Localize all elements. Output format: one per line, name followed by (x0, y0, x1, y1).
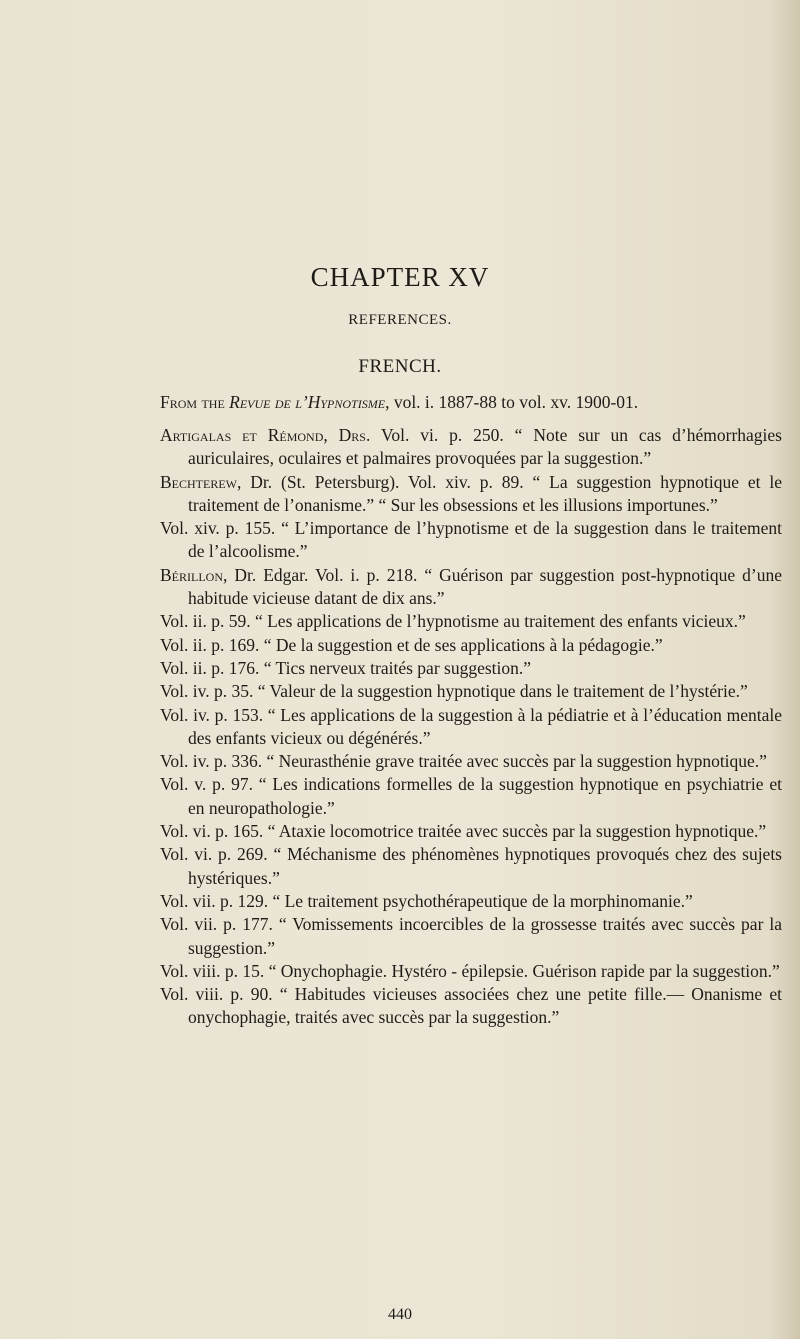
page-number: 440 (388, 1306, 412, 1323)
reference-entry (160, 680, 782, 703)
reference-entry (160, 424, 782, 471)
reference-author: Bérillon, (160, 564, 228, 585)
reference-entry (160, 820, 782, 843)
reference-entry (160, 610, 782, 633)
source-line (160, 392, 800, 413)
reference-text: Vol. vi. p. 165. “ Ataxie locomotrice traitée avec succès par la suggestion hypnotique.” (160, 821, 767, 842)
reference-entry (160, 564, 782, 611)
source-suffix: , vol. i. 1887-88 to vol. xv. 1900-01. (385, 392, 639, 412)
reference-text: Dr. Edgar. Vol. i. p. 218. “ Guérison par suggestion post-hypnotique d’une habitude vicieuse datant de dix ans.” (188, 564, 782, 609)
reference-text: Vol. iv. p. 336. “ Neurasthénie grave traitée avec succès par la suggestion hypnotique.” (160, 751, 767, 772)
reference-entry (160, 773, 782, 820)
reference-text: Vol. vi. p. 250. “ Note sur un cas d’hémorrhagies auriculaires, oculaires et palmaires provoquées par la suggestion.” (188, 425, 782, 469)
journal-title: Revue de l’Hypnotisme (229, 392, 386, 412)
reference-entry (160, 843, 782, 890)
reference-text: Vol. vi. p. 269. “ Méchanisme des phénomènes hypnotiques provoqués chez des sujets hystériques.” (160, 844, 782, 888)
reference-text: Vol. viii. p. 15. “ Onychophagie. Hystéro - épilepsie. Guérison rapide par la suggestion.” (160, 960, 780, 981)
reference-entry (160, 983, 782, 1030)
reference-entry (160, 634, 782, 657)
reference-entry (160, 960, 782, 983)
source-prefix: From the (160, 392, 225, 412)
reference-author: Artigalas et Rémond, Drs. (160, 425, 371, 445)
reference-entry (160, 913, 782, 960)
reference-text: Vol. ii. p. 59. “ Les applications de l’hypnotisme au traitement des enfants vicieux.” (160, 611, 746, 632)
reference-text: Vol. vii. p. 177. “ Vomissements incoercibles de la grossesse traités avec succès par la suggestion.” (160, 914, 782, 958)
reference-text: Vol. ii. p. 169. “ De la suggestion et de ses applications à la pédagogie.” (160, 634, 663, 655)
reference-text: Vol. ii. p. 176. “ Tics nerveux traités par suggestion.” (160, 657, 532, 678)
reference-text: Vol. v. p. 97. “ Les indications formelles de la suggestion hypnotique en psychiatrie et en neuropathologie.” (160, 774, 782, 818)
reference-entry (160, 750, 782, 773)
reference-text: Vol. iv. p. 153. “ Les applications de la suggestion à la pédiatrie et à l’éducation mentale des enfants vicieux ou dégénérés.” (160, 704, 782, 748)
subsection-title: FRENCH. (358, 356, 442, 377)
reference-entry (160, 517, 782, 564)
reference-text: Vol. iv. p. 35. “ Valeur de la suggestion hypnotique dans le traitement de l’hystérie.” (160, 681, 748, 702)
reference-author: Bechterew, (160, 471, 242, 492)
reference-entry (160, 657, 782, 680)
reference-list (160, 424, 782, 1030)
reference-entry (160, 704, 782, 751)
reference-text: Vol. vii. p. 129. “ Le traitement psychothérapeutique de la morphinomanie.” (160, 890, 693, 911)
reference-entry (160, 890, 782, 913)
reference-entry (160, 471, 782, 518)
reference-text: Vol. xiv. p. 155. “ L’importance de l’hypnotisme et de la suggestion dans le traitement de l’alcoolisme.” (160, 518, 782, 562)
chapter-title: CHAPTER XV (310, 262, 490, 292)
section-title: REFERENCES. (348, 312, 452, 328)
reference-text: Dr. (St. Petersburg). Vol. xiv. p. 89. “ La suggestion hypnotique et le traitement de l’onanisme.” “ Sur les obsessions et les illusions importunes.” (188, 471, 782, 515)
reference-text: Vol. viii. p. 90. “ Habitudes vicieuses associées chez une petite fille.— Onanisme et onychophagie, traités avec succès par la suggestion.” (160, 984, 782, 1028)
